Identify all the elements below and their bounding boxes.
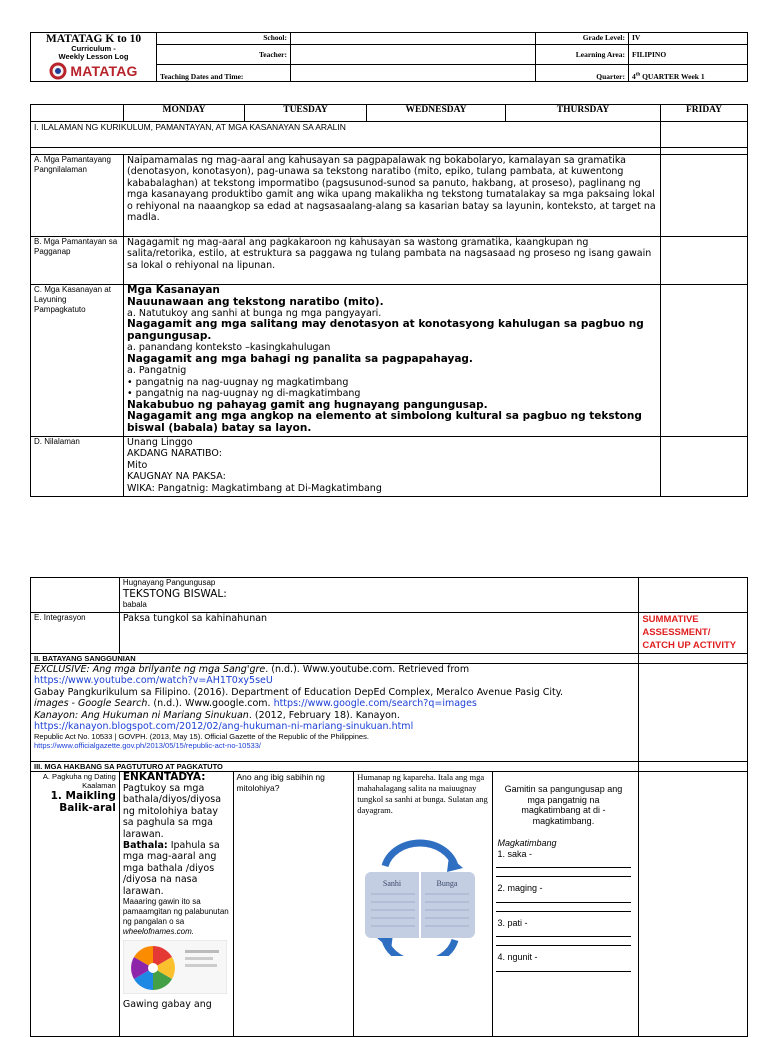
row-c-line: Nauunawaan ang tekstong naratibo (mito).	[127, 295, 384, 308]
teaching-dates-label: Teaching Dates and Time:	[157, 65, 291, 82]
row-c-line: Mga Kasanayan	[127, 284, 220, 296]
row-c-line: a. panandang konteksto –kasingkahulugan	[127, 342, 331, 354]
monday-heading: ENKANTADYA:	[122, 771, 206, 783]
section-2-heading: II. BATAYANG SANGGUNIAN	[31, 654, 639, 664]
row-d-line: KAUGNAY NA PAKSA:	[127, 471, 226, 483]
teaching-dates-value	[291, 65, 536, 82]
lesson-table-page2	[30, 577, 748, 1037]
cont-line-3: babala	[122, 600, 147, 609]
wednesday-activity	[354, 772, 492, 1037]
school-label: School:	[157, 33, 291, 45]
thursday-subheading: Magkatimbang	[497, 838, 557, 848]
row-d-content	[124, 437, 661, 497]
section-1-heading: I. ILALAMAN NG KURIKULUM, PAMANTAYAN, AT MGA KASANAYAN SA ARALIN	[31, 122, 661, 148]
row-c-line: • pangatnig na nag-uugnay ng magkatimbang	[127, 376, 349, 388]
cycle-diagram-icon	[357, 830, 483, 956]
quarter-label: Quarter:	[536, 65, 629, 82]
diagram-effect-label: Bunga	[436, 879, 458, 888]
wednesday-text: Humanap ng kapareha. Itala ang mga mahahalagang salita na maiuugnay tungkol sa sanhi at bunga. Sulatan ang dayagram.	[357, 772, 488, 815]
section-3-friday	[639, 762, 748, 772]
thursday-activity	[492, 772, 639, 1037]
answer-line[interactable]	[496, 903, 632, 912]
summative-assessment-note: SUMMATIVE ASSESSMENT/ CATCH UP ACTIVITY	[639, 613, 748, 654]
monday-p2: Ipahula sa mga mag-aaral ang mga bathala /diyos /diyosa na nasa larawan.	[122, 840, 220, 897]
thursday-text: Gamitin sa pangungusap ang mga pangatnig na magkatimbang at di - magkatimbang.	[504, 784, 623, 826]
quarter-value-cell	[629, 65, 748, 82]
row-d-line: WIKA: Pangatnig: Magkatimbang at Di-Magkatimbang	[127, 482, 382, 494]
spacer-row	[31, 148, 661, 155]
row-d-line: Mito	[127, 459, 148, 471]
row-d-continued	[119, 578, 638, 613]
row-c-line: Nakabubuo ng pahayag gamit ang hugnayang pangungusap.	[127, 398, 488, 411]
ref-1-title: EXCLUSIVE: Ang mga brilyante ng mga Sang'gre	[34, 664, 266, 675]
row-a-label: A. Mga Pamantayang Pangnilalaman	[31, 155, 124, 237]
continued-label-blank	[31, 578, 120, 613]
header-table	[30, 32, 748, 82]
ref-4-text: . (2012, February 18). Kanayon.	[248, 709, 400, 721]
day-header-monday: MONDAY	[124, 105, 245, 122]
row-b-content: Nagagamit ng mag-aaral ang pagkakaroon ng kahusayan sa wastong gramatika, kaangkupan ng salita/retorika, estilo, at estruktura sa paggawa ng tulang pambata na nagsasaad ng proseso ng isang gawain sa lokal o rehiyonal na lipunan.	[124, 237, 661, 285]
cause-effect-diagram	[357, 830, 488, 959]
grade-level-label: Grade Level:	[536, 33, 629, 45]
row-b-friday	[661, 237, 748, 285]
answer-line[interactable]	[496, 937, 632, 946]
matatag-logo	[31, 62, 156, 80]
ref-3-text: . (n.d.). Www.google.com.	[147, 698, 274, 710]
thursday-item-1: 1. saka -	[497, 848, 533, 859]
header-title: MATATAG K to 10	[45, 33, 142, 45]
spacer-row-friday	[661, 148, 748, 155]
row-c-content	[124, 285, 661, 437]
diagram-cause-label: Sanhi	[383, 879, 402, 888]
teacher-label: Teacher:	[157, 45, 291, 65]
logo-wordmark: MATATAG	[70, 63, 138, 79]
row-c-line: a. Pangatnig	[127, 365, 187, 377]
answer-line[interactable]	[496, 868, 632, 877]
school-value	[291, 33, 536, 45]
monday-activity	[119, 772, 233, 1037]
monday-p1: Pagtukoy sa mga bathala/diyos/diyosa ng mitolohiya batay sa paghula sa mga larawan.	[122, 783, 222, 840]
cont-line-1: Hugnayang Pangungusap	[122, 578, 216, 587]
day-header-blank	[31, 105, 124, 122]
teacher-value	[291, 45, 536, 65]
ref-3-title: images - Google Search	[34, 698, 148, 710]
tuesday-activity: Ano ang ibig sabihin ng mitolohiya?	[233, 772, 354, 1037]
references-friday	[639, 664, 748, 762]
spinner-wheel-icon	[123, 940, 227, 994]
ref-5-text: Republic Act No. 10533 | GOVPH. (2013, May 15). Official Gazette of the Republic of the Philippines.	[34, 732, 369, 742]
day-header-friday: FRIDAY	[661, 105, 748, 122]
quarter-number: 4	[632, 72, 636, 81]
monday-bathala-label: Bathala:	[122, 840, 168, 852]
day-header-thursday: THURSDAY	[506, 105, 661, 122]
learning-area-label: Learning Area:	[536, 45, 629, 65]
row-c-line: a. Natutukoy ang sanhi at bunga ng mga pangyayari.	[127, 308, 382, 319]
quarter-value: QUARTER Week 1	[642, 72, 705, 81]
friday-activity	[639, 772, 748, 1037]
ref-1-text: . (n.d.). Www.youtube.com. Retrieved from	[265, 664, 470, 675]
row-d-continued-friday	[639, 578, 748, 613]
wheelofnames-link[interactable]: wheelofnames.com.	[122, 927, 195, 937]
header-subtitle-1: Curriculum -	[71, 44, 116, 53]
ref-4-title: Kanayon: Ang Hukuman ni Mariang Sinukuan	[34, 709, 249, 721]
ref-5-link[interactable]: https://www.officialgazette.gov.ph/2013/05/15/republic-act-no-10533/	[34, 741, 261, 751]
row-c-line: Nagagamit ang mga salitang may denotasyon at konotasyong kahulugan sa pagbuo ng pangungusap.	[127, 318, 644, 342]
thursday-item-3: 3. pati -	[497, 917, 528, 928]
ref-4-link[interactable]: https://kanayon.blogspot.com/2012/02/ang-hukuman-ni-mariang-sinukuan.html	[34, 721, 414, 733]
row-e-content: Paksa tungkol sa kahinahunan	[119, 613, 638, 654]
row-c-line: • pangatnig na nag-uugnay ng di-magkatimbang	[127, 388, 361, 400]
monday-p3: Maaaring gawin ito sa pamaamgitan ng palabunutan ng pangalan o sa	[122, 897, 229, 927]
row-d-friday	[661, 437, 748, 497]
row-b-label: B. Mga Pamantayan sa Pagganap	[31, 237, 124, 285]
row-c-line: Nagagamit ang mga angkop na elemento at simbolong kultural sa pagbuo ng tekstong biswal (babala) batay sa layon.	[127, 410, 642, 434]
header-subtitle-2: Weekly Lesson Log	[58, 52, 129, 61]
section-1-friday	[661, 122, 748, 148]
row-d-label: D. Nilalaman	[31, 437, 124, 497]
ref-1-link[interactable]: https://www.youtube.com/watch?v=AH1T0xy5seU	[34, 675, 273, 687]
row-e-label: E. Integrasyon	[31, 613, 120, 654]
step-a-title: 1. Maikling Balik-aral	[50, 790, 116, 814]
thursday-item-4: 4. ngunit -	[497, 952, 538, 962]
ref-3-link[interactable]: https://www.google.com/search?q=images	[273, 698, 477, 710]
grade-level-value: IV	[629, 33, 748, 45]
day-header-wednesday: WEDNESDAY	[367, 105, 506, 122]
row-c-label: C. Mga Kasanayan at Layuning Pampagkatuto	[31, 285, 124, 437]
answer-line[interactable]	[496, 894, 632, 903]
row-d-line: Unang Linggo	[127, 437, 193, 448]
section-2-friday	[639, 654, 748, 664]
answer-line[interactable]	[496, 859, 632, 868]
step-a-label-cell	[31, 772, 120, 1037]
wheel-screenshot-image	[123, 940, 230, 996]
cont-line-2: TEKSTONG BISWAL:	[122, 588, 227, 600]
step-a-label: A. Pagkuha ng Dating Kaalaman	[42, 772, 116, 790]
answer-line[interactable]	[496, 963, 632, 972]
row-a-content: Naipamamalas ng mag-aaral ang kahusayan sa pagpapalawak ng bokabolaryo, kamalayan sa gramatika (denotasyon, konotasyon), pag-unawa sa tekstong naratibo (mito, epiko, tulang pambata, at kuwentong kababalaghan) at tekstong impormatibo (pagsusunod-sunod sa panuto, hakbang, at proseso), paglinang ng mga kasanayang produktibo gamit ang wika upang makalikha ng tekstong tumatalakay sa mga paksaing lokal o rehiyonal na naaangkop sa edad at nagsasaalang-alang sa kasarian batay sa layunin, konteksto, at target na madla.	[124, 155, 661, 237]
section-3-heading: III. MGA HAKBANG SA PAGTUTURO AT PAGKATUTO	[31, 762, 639, 772]
day-header-tuesday: TUESDAY	[245, 105, 367, 122]
row-a-friday	[661, 155, 748, 237]
learning-area-value: FILIPINO	[629, 45, 748, 65]
header-logo-cell	[31, 33, 157, 82]
lesson-table-page1	[30, 104, 748, 497]
references-content	[31, 664, 639, 762]
monday-p4: Gawing gabay ang	[122, 999, 212, 1011]
quarter-suffix: th	[635, 72, 641, 78]
deped-seal-icon	[49, 62, 67, 80]
ref-2-text: Gabay Pangkurikulum sa Filipino. (2016). Department of Education DepEd Complex, Meralco Avenue Pasig City.	[34, 686, 564, 698]
row-c-friday	[661, 285, 748, 437]
row-d-line: AKDANG NARATIBO:	[127, 448, 222, 460]
row-c-line: Nagagamit ang mga bahagi ng panalita sa pagpapahayag.	[127, 352, 473, 365]
answer-line[interactable]	[496, 928, 632, 937]
thursday-item-2: 2. maging -	[497, 883, 543, 893]
